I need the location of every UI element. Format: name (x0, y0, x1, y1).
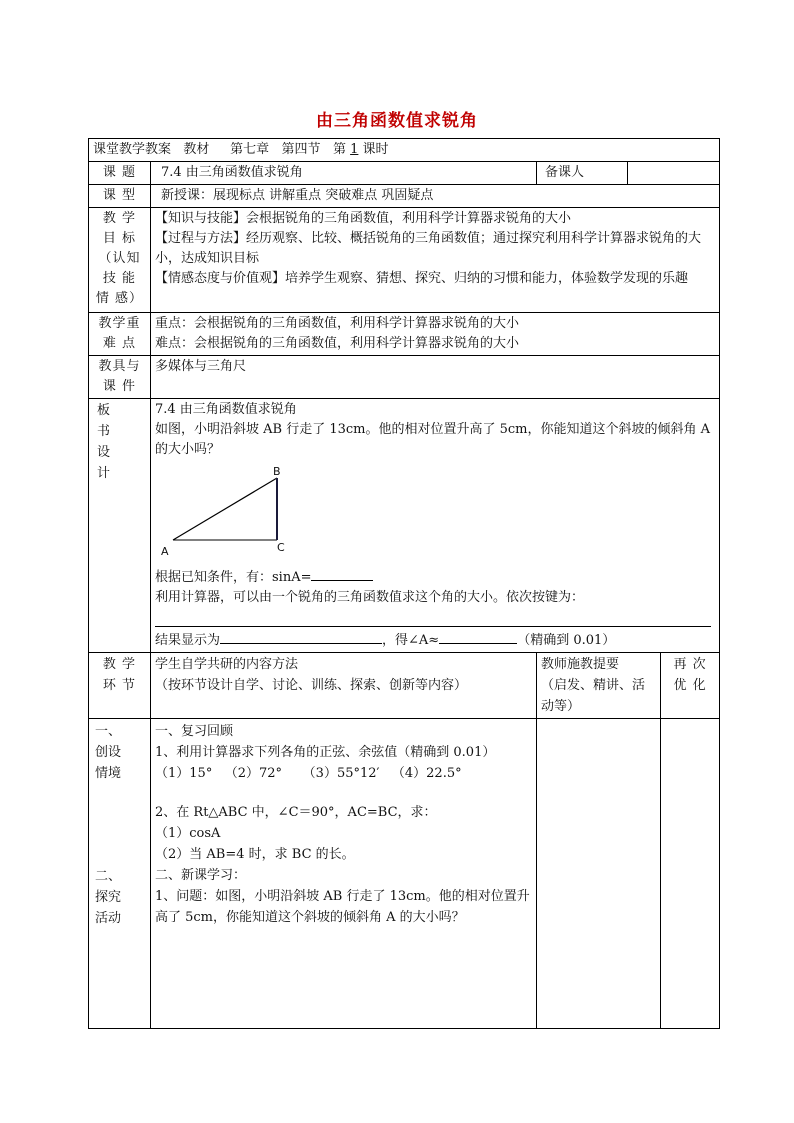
calc-instruction: 利用计算器，可以由一个锐角的三角函数值求这个角的大小。依次按键为： (155, 590, 585, 605)
page-title: 由三角函数值求锐角 (316, 111, 478, 131)
result-suffix: （精确到 0.01） (517, 633, 616, 648)
key-row (89, 313, 720, 356)
board-label-line: 书 (97, 424, 111, 439)
optimize-content (661, 719, 720, 1029)
process-body-row (89, 719, 720, 1029)
header-text-f: 课时 (362, 142, 389, 157)
key-label (89, 313, 151, 356)
board-label-line: 板 (97, 403, 111, 418)
point-b-label: B (273, 465, 281, 478)
phase1-line: 一、 (95, 724, 122, 739)
tools-row (89, 356, 720, 399)
sin-blank (311, 566, 373, 581)
header-section: 第四节 (281, 142, 321, 157)
header-text-a: 课堂教学教案 (93, 142, 172, 157)
tools-label (89, 356, 151, 399)
topic-row (89, 162, 720, 185)
tools-label-line: 课 件 (102, 379, 137, 394)
teacher-header (537, 653, 661, 719)
known-condition (155, 566, 715, 588)
key-point: 重点：会根据锐角的三角函数值，利用科学计算器求锐角的大小 (155, 316, 520, 331)
board-problem: 如图，小明沿斜坡 AB 行走了 13cm。他的相对位置升高了 5cm，你能知道这个斜坡的倾斜角 A 的大小吗？ (155, 422, 711, 457)
goals-label-line: 情 感） (95, 291, 144, 306)
slope-figure (159, 462, 419, 562)
tools-value: 多媒体与三角尺 (151, 356, 720, 399)
goals-label (89, 208, 151, 313)
teacher-header-sub: （启发、精讲、活动等） (541, 678, 646, 714)
review-q2: 2、在 Rt△ABC 中，∠C＝90°，AC=BC，求： (155, 805, 437, 820)
review-q1: 1、利用计算器求下列各角的正弦、余弦值（精确到 0.01） (155, 745, 496, 760)
phase1-line: 情境 (95, 766, 122, 781)
optimize-header-line: 优 化 (673, 678, 707, 693)
board-label-line: 设 (97, 445, 111, 460)
side-ab (173, 478, 277, 540)
board-heading: 7.4 由三角函数值求锐角 (155, 402, 297, 417)
phase2-line: 活动 (95, 911, 122, 926)
type-value: 新授课：展现标点 讲解重点 突破难点 巩固疑点 (151, 185, 720, 208)
phase-column (89, 719, 151, 1029)
type-row (89, 185, 720, 208)
tools-label-line: 教具与 (98, 359, 141, 374)
student-header-sub: （按环节设计自学、讨论、训练、探索、创新等内容） (155, 678, 468, 693)
phase2-line: 二、 (95, 869, 122, 884)
optimize-header-line: 再 次 (673, 657, 707, 672)
header-lesson-no: 1 (350, 142, 359, 157)
point-c-label: C (277, 541, 285, 554)
triangle-diagram (159, 462, 419, 562)
board-label-line: 计 (97, 466, 111, 481)
key-sequence-blank (155, 610, 711, 627)
phase-header-line: 环 节 (102, 678, 137, 693)
difficult-point: 难点：会根据锐角的三角函数值，利用科学计算器求锐角的大小 (155, 336, 520, 351)
result-mid: ，得∠A≈ (382, 633, 440, 648)
result-prefix: 结果显示为 (155, 633, 221, 648)
phase1-line: 创设 (95, 745, 122, 760)
new-question: 1、问题：如图，小明沿斜坡 AB 行走了 13cm。他的相对位置升高了 5cm，你能知道这个斜坡的倾斜角 A 的大小吗？ (155, 889, 530, 925)
review-q2-a: （1）cosA (155, 826, 221, 841)
angle-blank (439, 629, 517, 644)
review-q1-items: （1）15° （2）72° （3）55°12′ （4）22.5° (155, 766, 462, 781)
goals-content (151, 208, 720, 313)
result-line (155, 629, 715, 651)
key-content (151, 313, 720, 356)
point-a-label: A (161, 545, 169, 558)
student-header-title: 学生自学共研的内容方法 (155, 657, 299, 672)
review-title: 一、复习回顾 (155, 724, 234, 739)
review-q2-b: （2）当 AB=4 时，求 BC 的长。 (155, 847, 355, 862)
teacher-header-title: 教师施教提要 (541, 657, 620, 672)
header-cell (89, 139, 720, 162)
board-content (151, 399, 720, 653)
goals-label-line: 技 能 (102, 271, 137, 286)
goals-row (89, 208, 720, 313)
new-title: 二、新课学习： (155, 868, 247, 883)
process-header-row (89, 653, 720, 719)
goals-label-line: 目 标 (102, 231, 137, 246)
goals-label-line: 教 学 (102, 211, 137, 226)
topic-label: 课 题 (89, 162, 151, 185)
student-content (151, 719, 537, 1029)
key-label-line: 难 点 (102, 336, 137, 351)
header-chapter: 第七章 (230, 142, 270, 157)
key-label-line: 教学重 (98, 316, 141, 331)
goal-knowledge: 【知识与技能】会根据锐角的三角函数值，利用科学计算器求锐角的大小 (155, 211, 572, 226)
board-row (89, 399, 720, 653)
topic-value: 7.4 由三角函数值求锐角 (151, 162, 537, 185)
type-label: 课 型 (89, 185, 151, 208)
phase-header-line: 教 学 (102, 657, 137, 672)
student-header (151, 653, 537, 719)
known-text: 根据已知条件，有：sinA= (155, 570, 312, 585)
header-text-e: 第 (332, 142, 346, 157)
header-row (89, 139, 720, 162)
phase-header (89, 653, 151, 719)
board-label (89, 399, 151, 653)
preparer-value (628, 162, 720, 185)
optimize-header (661, 653, 720, 719)
phase2-line: 探究 (95, 890, 122, 905)
goal-process: 【过程与方法】经历观察、比较、概括锐角的三角函数值；通过探究利用科学计算器求锐角的大小，达成知识目标 (155, 231, 702, 266)
lesson-plan-table (88, 138, 720, 1029)
goals-label-line: （认知 (98, 251, 141, 266)
header-text-b: 教材 (183, 142, 210, 157)
goal-attitude: 【情感态度与价值观】培养学生观察、猜想、探究、归纳的习惯和能力，体验数学发现的乐趣 (155, 271, 689, 286)
preparer-label: 备课人 (537, 162, 628, 185)
result-blank (220, 629, 382, 644)
teacher-content (537, 719, 661, 1029)
